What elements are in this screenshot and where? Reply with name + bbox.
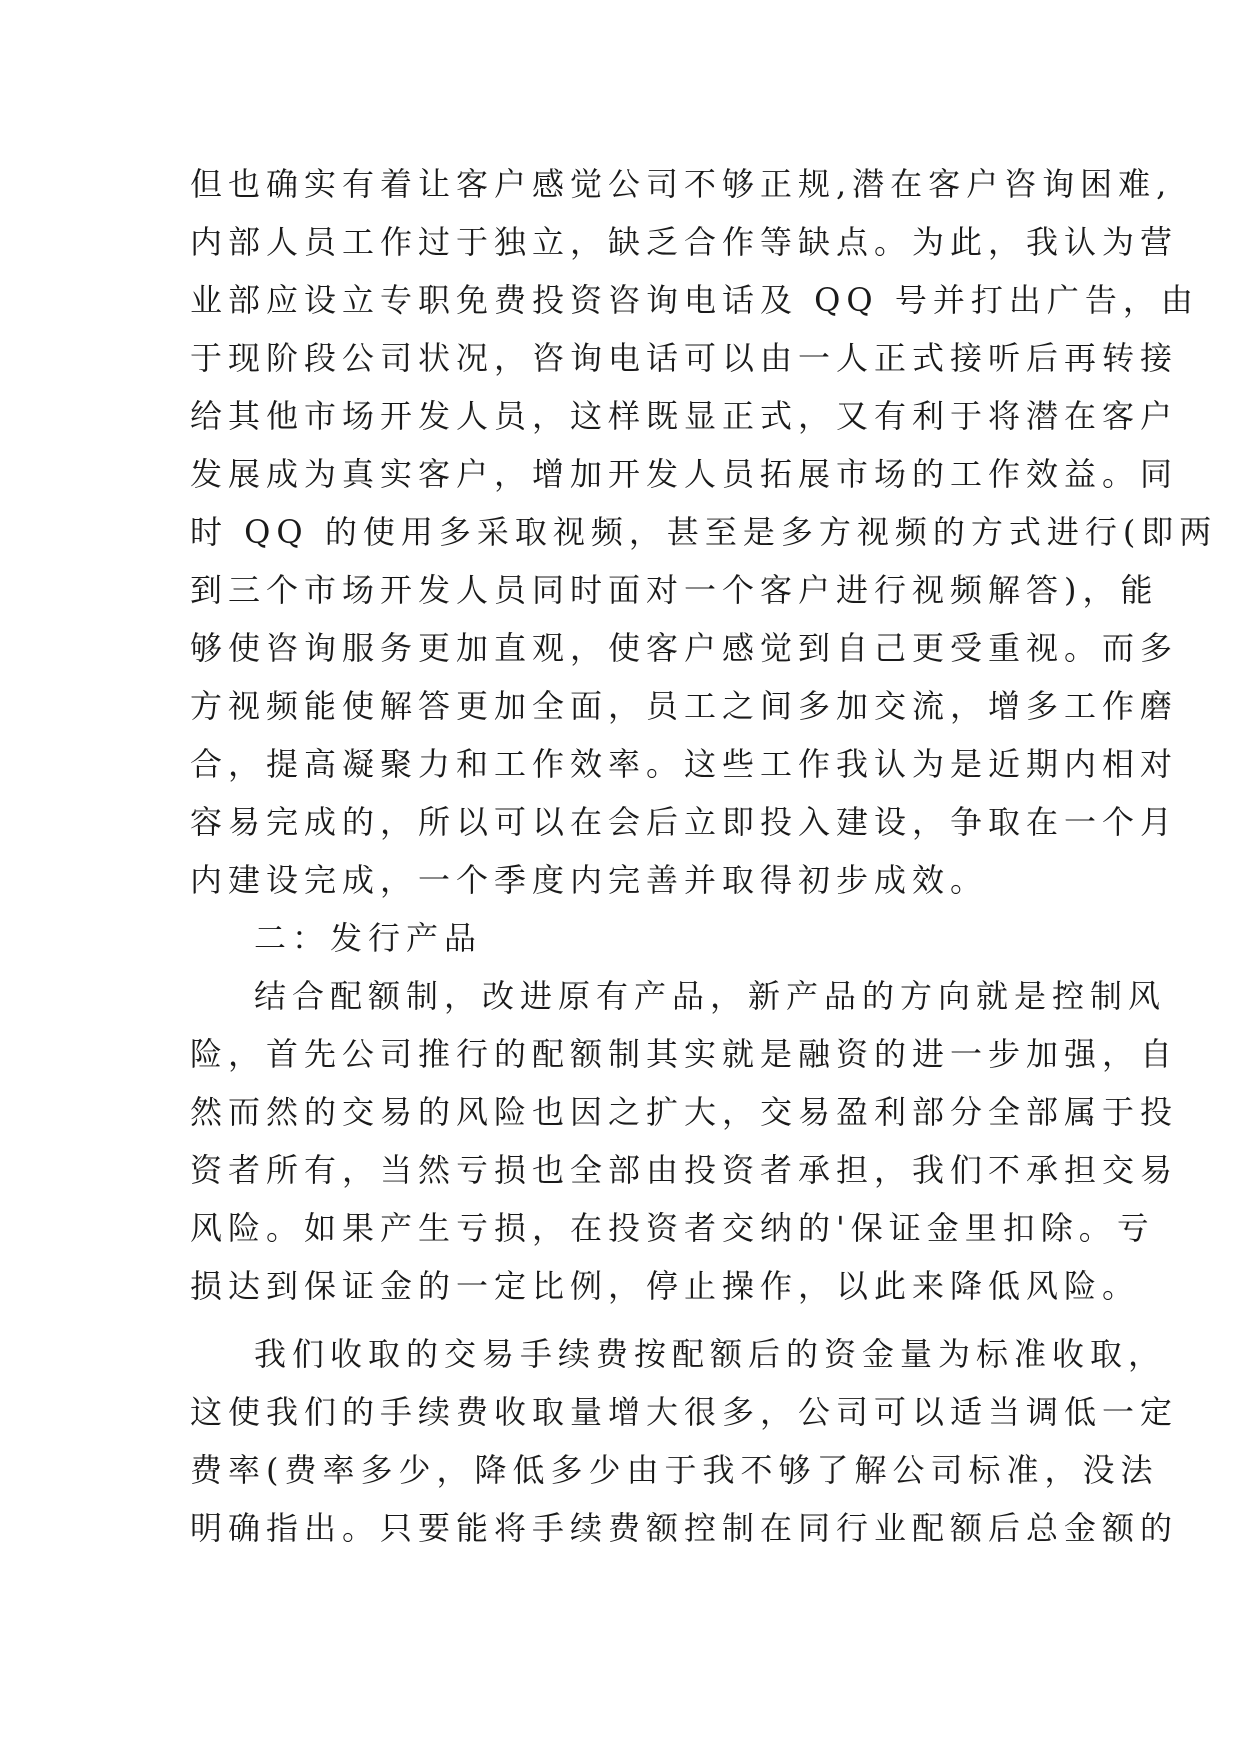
text-line: 容易完成的，所以可以在会后立即投入建设，争取在一个月 [190, 803, 1179, 841]
text-line: 资者所有，当然亏损也全部由投资者承担，我们不承担交易 [190, 1151, 1179, 1189]
text-line: 方视频能使解答更加全面，员工之间多加交流，增多工作磨 [190, 687, 1179, 725]
text-line: 我们收取的交易手续费按配额后的资金量为标准收取， [254, 1335, 1167, 1373]
text-line: 但也确实有着让客户感觉公司不够正规,潜在客户咨询困难, [190, 165, 1173, 203]
text-line: 合，提高凝聚力和工作效率。这些工作我认为是近期内相对 [190, 745, 1179, 783]
text-line: 险，首先公司推行的配额制其实就是融资的进一步加强，自 [190, 1035, 1179, 1073]
text-line: 业部应设立专职免费投资咨询电话及 QQ 号并打出广告，由 [190, 281, 1199, 319]
text-line: 这使我们的手续费收取量增大很多，公司可以适当调低一定 [190, 1393, 1179, 1431]
text-line: 损达到保证金的一定比例，停止操作，以此来降低风险。 [190, 1267, 1141, 1305]
text-line: 然而然的交易的风险也因之扩大，交易盈利部分全部属于投 [190, 1093, 1179, 1131]
text-line: 内部人员工作过于独立，缺乏合作等缺点。为此，我认为营 [190, 223, 1179, 261]
text-line: 费率(费率多少，降低多少由于我不够了解公司标准，没法 [190, 1451, 1159, 1489]
text-line: 于现阶段公司状况，咨询电话可以由一人正式接听后再转接 [190, 339, 1179, 377]
section-heading: 二：发行产品 [254, 919, 483, 957]
text-line: 明确指出。只要能将手续费额控制在同行业配额后总金额的 [190, 1509, 1179, 1547]
text-line: 给其他市场开发人员，这样既显正式，又有利于将潜在客户 [190, 397, 1179, 435]
text-line: 风险。如果产生亏损，在投资者交纳的'保证金里扣除。亏 [190, 1209, 1155, 1247]
text-line: 时 QQ 的使用多采取视频，甚至是多方视频的方式进行(即两 [190, 513, 1218, 551]
text-line: 到三个市场开发人员同时面对一个客户进行视频解答)，能 [190, 571, 1159, 609]
text-line: 内建设完成，一个季度内完善并取得初步成效。 [190, 861, 989, 899]
text-line: 够使咨询服务更加直观，使客户感觉到自己更受重视。而多 [190, 629, 1179, 667]
text-line: 发展成为真实客户，增加开发人员拓展市场的工作效益。同 [190, 455, 1179, 493]
text-line: 结合配额制，改进原有产品，新产品的方向就是控制风 [254, 977, 1167, 1015]
